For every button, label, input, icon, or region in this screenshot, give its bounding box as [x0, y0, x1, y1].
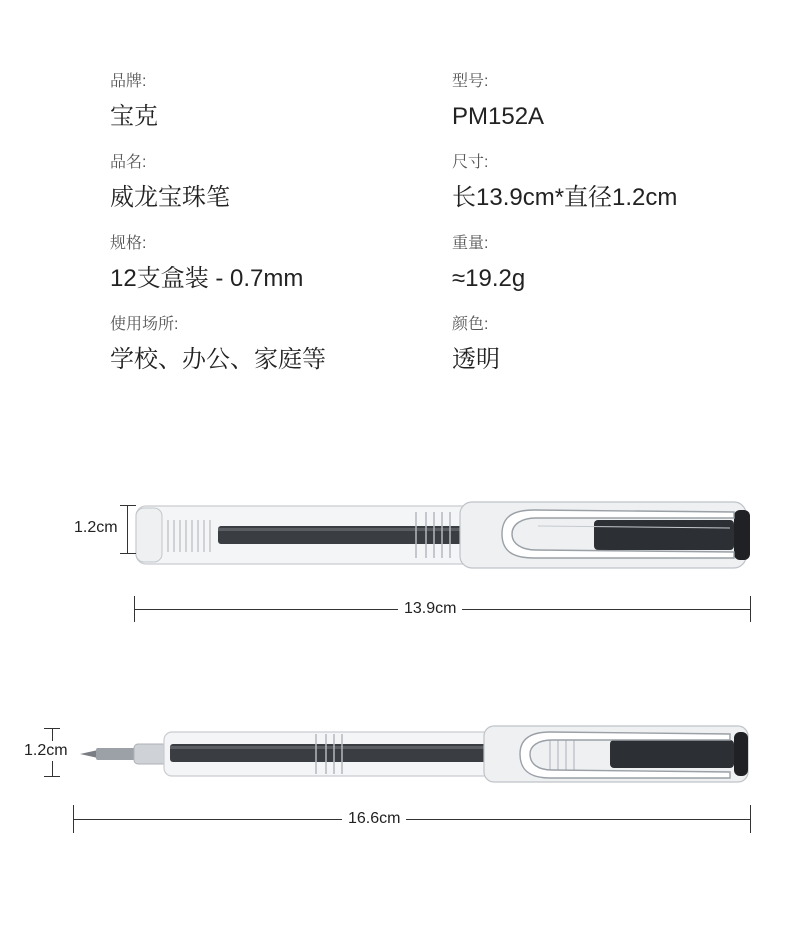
capped-diameter-top-tick: [120, 505, 136, 506]
spec-package-key: 规格:: [110, 235, 147, 252]
open-diameter-bottom-tick: [44, 776, 60, 777]
spec-size: [452, 153, 677, 213]
spec-product-name-key: 品名:: [110, 154, 147, 171]
spec-weight-value: ≈19.2g: [452, 265, 526, 292]
spec-package-value: 12支盒装 - 0.7mm: [110, 265, 304, 292]
spec-usage: [110, 315, 326, 375]
capped-diameter-label: 1.2cm: [68, 518, 124, 538]
open-length-label: 16.6cm: [342, 809, 406, 829]
spec-usage-key: 使用场所:: [110, 316, 179, 333]
open-diameter-label: 1.2cm: [18, 741, 74, 761]
capped-pen-image: [134, 498, 752, 570]
spec-product-name-value: 威龙宝珠笔: [110, 184, 230, 211]
spec-size-value: 长13.9cm*直径1.2cm: [452, 184, 678, 211]
spec-color-value: 透明: [452, 346, 500, 373]
spec-weight: [452, 234, 525, 294]
open-pen-image: [80, 722, 752, 786]
capped-diameter-line: [127, 505, 128, 553]
capped-length-right-tick: [750, 596, 751, 622]
capped-diameter-bottom-tick: [120, 553, 136, 554]
spec-model: [452, 72, 544, 132]
spec-weight-key: 重量:: [452, 235, 489, 252]
spec-color: [452, 315, 500, 375]
open-length-line: [73, 819, 751, 820]
spec-size-key: 尺寸:: [452, 154, 489, 171]
spec-package: [110, 234, 303, 294]
spec-brand-value: 宝克: [110, 103, 158, 130]
spec-model-value: PM152A: [452, 103, 545, 130]
spec-color-key: 颜色:: [452, 316, 489, 333]
spec-brand: [110, 72, 158, 132]
spec-brand-key: 品牌:: [110, 73, 147, 90]
spec-model-key: 型号:: [452, 73, 489, 90]
capped-length-label: 13.9cm: [398, 599, 462, 619]
spec-usage-value: 学校、办公、家庭等: [110, 346, 326, 373]
open-length-right-tick: [750, 805, 751, 833]
spec-product-name: [110, 153, 230, 213]
